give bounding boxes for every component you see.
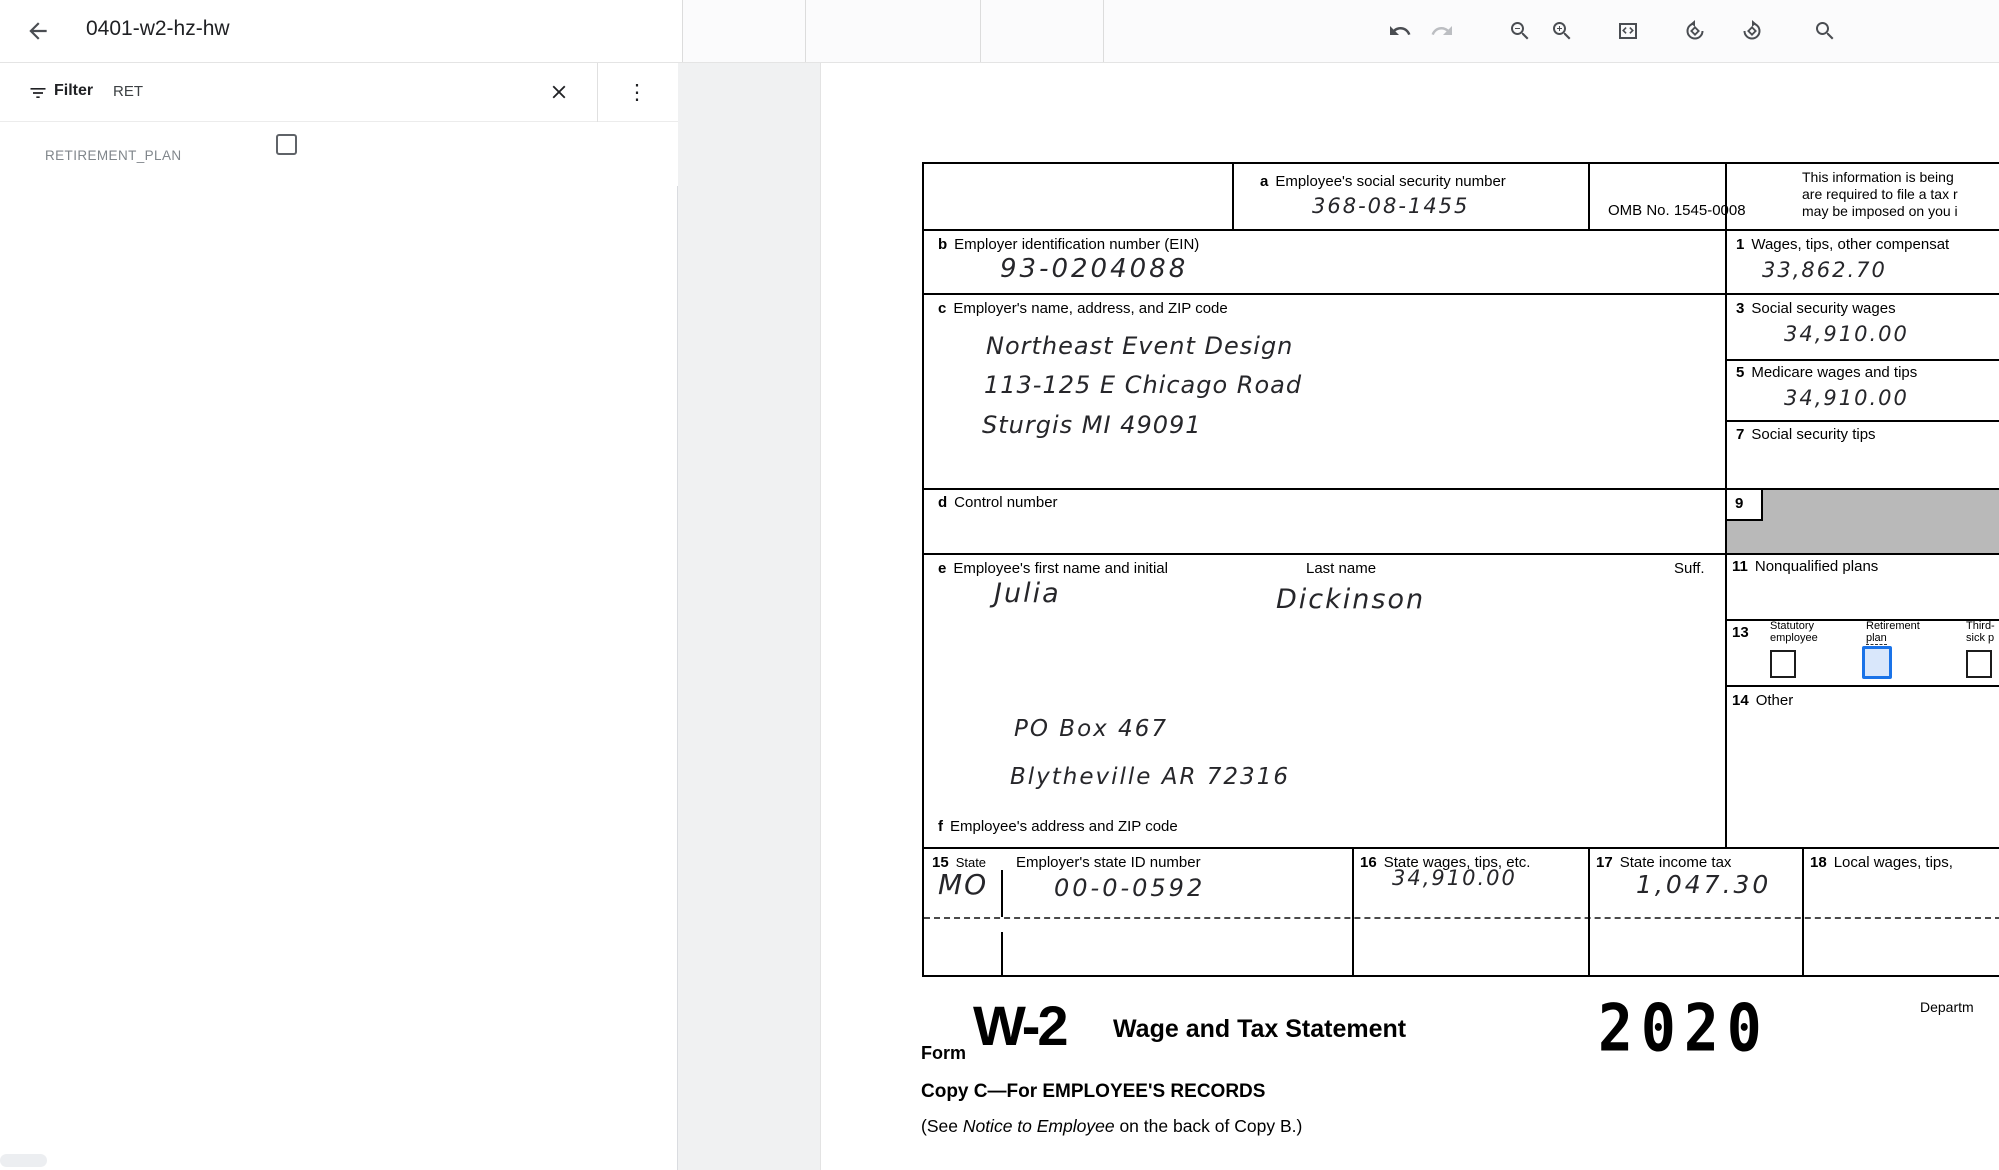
employee-first-name: Julia (994, 578, 1061, 609)
box-15-label: 15 State (932, 854, 987, 871)
box-5-label: 5 Medicare wages and tips (1736, 364, 1918, 381)
tax-year: 2020 (1598, 990, 1770, 1067)
undo-button[interactable] (1388, 18, 1414, 44)
arrow-back-icon (25, 32, 51, 47)
filter-query-text: RET (113, 83, 143, 100)
form-grid-line (1232, 164, 1234, 229)
redo-icon (1430, 19, 1456, 43)
toolbar-divider (1103, 0, 1104, 62)
third-party-sick-pay-checkbox (1966, 650, 1992, 678)
box-3-label: 3 Social security wages (1736, 300, 1896, 317)
info-text: This information is being are required to file a tax r may be imposed on you i (1802, 169, 1958, 219)
box-16-label: 16 State wages, tips, etc. (1360, 854, 1531, 871)
form-word: Form (921, 1043, 966, 1063)
state-value: MO (938, 868, 989, 901)
box-f-label: f Employee's address and ZIP code (938, 818, 1178, 835)
state-wages-value: 34,910.00 (1392, 866, 1517, 890)
box-5-value: 34,910.00 (1784, 386, 1909, 410)
box-d-label: d Control number (938, 494, 1058, 511)
w2-form-scan (922, 162, 1999, 977)
box-a-value: 368-08-1455 (1312, 194, 1470, 218)
kebab-menu-icon: ⋮ (626, 81, 648, 104)
fit-to-width-button[interactable] (1616, 18, 1642, 44)
retirement-plan-label: Retirement plan (1866, 620, 1920, 644)
clear-filter-button[interactable] (544, 78, 574, 108)
undo-icon (1388, 19, 1414, 43)
box-11-label: 11 Nonqualified plans (1732, 558, 1879, 575)
box-9-label: 9 (1727, 490, 1763, 521)
rotate-right-button[interactable] (1740, 18, 1766, 44)
filter-list-icon (28, 83, 48, 108)
form-grid-line (1725, 359, 1999, 361)
employee-last-name: Dickinson (1276, 584, 1426, 615)
form-grid-line (924, 293, 1999, 295)
form-grid-line (924, 847, 1999, 849)
employer-street: 113-125 E Chicago Road (984, 371, 1303, 399)
box-17-label: 17 State income tax (1596, 854, 1732, 871)
top-bar (0, 0, 1999, 63)
third-party-sick-pay-label: Third- sick p (1966, 620, 1995, 644)
box-18-label: 18 Local wages, tips, (1810, 854, 1953, 871)
form-grid-line (1001, 932, 1003, 977)
state-id-value: 00-0-0592 (1054, 874, 1206, 902)
more-options-button[interactable] (622, 78, 652, 108)
see-notice-line: (See Notice to Employee on the back of Copy B.) (921, 1116, 1303, 1136)
employee-address-line1: PO Box 467 (1014, 716, 1168, 742)
box-c-label: c Employer's name, address, and ZIP code (938, 300, 1228, 317)
state-income-tax-value: 1,047.30 (1636, 870, 1772, 899)
box-e-label: e Employee's first name and initial (938, 560, 1168, 577)
state-id-label: Employer's state ID number (1016, 854, 1201, 871)
search-button[interactable] (1813, 18, 1839, 44)
department-text: Departm (1920, 999, 1974, 1015)
copy-c-line: Copy C—For EMPLOYEE'S RECORDS (921, 1081, 1266, 1102)
employer-name: Northeast Event Design (986, 332, 1294, 360)
field-list-item (0, 122, 678, 186)
zoom-out-icon (1508, 19, 1534, 43)
last-name-label: Last name (1306, 560, 1377, 577)
toolbar (682, 0, 1999, 62)
filter-row-divider (597, 63, 598, 122)
box-b-value: 93-0204088 (1000, 254, 1189, 284)
box-9-shaded-area (1727, 490, 1999, 553)
form-grid-line (1588, 164, 1590, 229)
form-grid-line (1001, 870, 1003, 917)
box-1-label: 1 Wages, tips, other compensat (1736, 236, 1950, 253)
form-grid-line (1725, 619, 1999, 621)
form-grid-line (1725, 685, 1999, 687)
form-grid-line (924, 229, 1999, 231)
employer-city: Sturgis MI 49091 (982, 411, 1202, 439)
form-grid-line (1725, 420, 1999, 422)
wage-tax-statement-title: Wage and Tax Statement (1113, 1015, 1407, 1043)
document-title: 0401-w2-hz-hw (86, 17, 230, 40)
fit-width-icon (1616, 19, 1642, 43)
close-icon (548, 91, 570, 106)
box-13-label: 13 (1732, 624, 1749, 641)
redo-button[interactable] (1430, 18, 1456, 44)
filter-sidebar (0, 63, 678, 1170)
form-grid-line (1588, 847, 1590, 977)
form-grid-line (924, 553, 1999, 555)
statutory-employee-label: Statutory employee (1770, 620, 1818, 644)
filter-label: Filter (54, 82, 94, 99)
employee-address-line2: Blytheville AR 72316 (1010, 764, 1290, 790)
box-b-label: b Employer identification number (EIN) (938, 236, 1200, 253)
omb-label: OMB No. 1545-0008 (1608, 202, 1746, 219)
statutory-employee-checkbox (1770, 650, 1796, 678)
box-14-label: 14 Other (1732, 692, 1794, 709)
box-3-value: 34,910.00 (1784, 322, 1909, 346)
zoom-in-icon (1550, 19, 1576, 43)
form-grid-line (1352, 847, 1354, 977)
rotate-left-icon (1683, 19, 1709, 43)
rotate-left-button[interactable] (1683, 18, 1709, 44)
suffix-label: Suff. (1674, 560, 1705, 577)
toolbar-divider (682, 0, 683, 62)
zoom-out-button[interactable] (1508, 18, 1534, 44)
search-icon (1813, 19, 1839, 43)
zoom-in-button[interactable] (1550, 18, 1576, 44)
box-a-label: a Employee's social security number (1260, 173, 1506, 190)
field-name-label: RETIREMENT_PLAN (45, 148, 182, 163)
rotate-right-icon (1740, 19, 1766, 43)
box-1-value: 33,862.70 (1762, 258, 1887, 282)
back-button[interactable] (24, 18, 52, 46)
form-grid-line (1802, 847, 1804, 977)
box-7-label: 7 Social security tips (1736, 426, 1876, 443)
retirement-plan-highlighted-checkbox[interactable] (1862, 646, 1892, 679)
form-dashed-line (924, 917, 1999, 919)
toolbar-divider (980, 0, 981, 62)
toolbar-divider (805, 0, 806, 62)
w2-title: W-2 (973, 994, 1066, 1057)
filter-header-row (0, 63, 678, 122)
retirement-plan-checkbox[interactable] (276, 134, 297, 155)
horizontal-scrollbar-thumb[interactable] (0, 1154, 47, 1167)
